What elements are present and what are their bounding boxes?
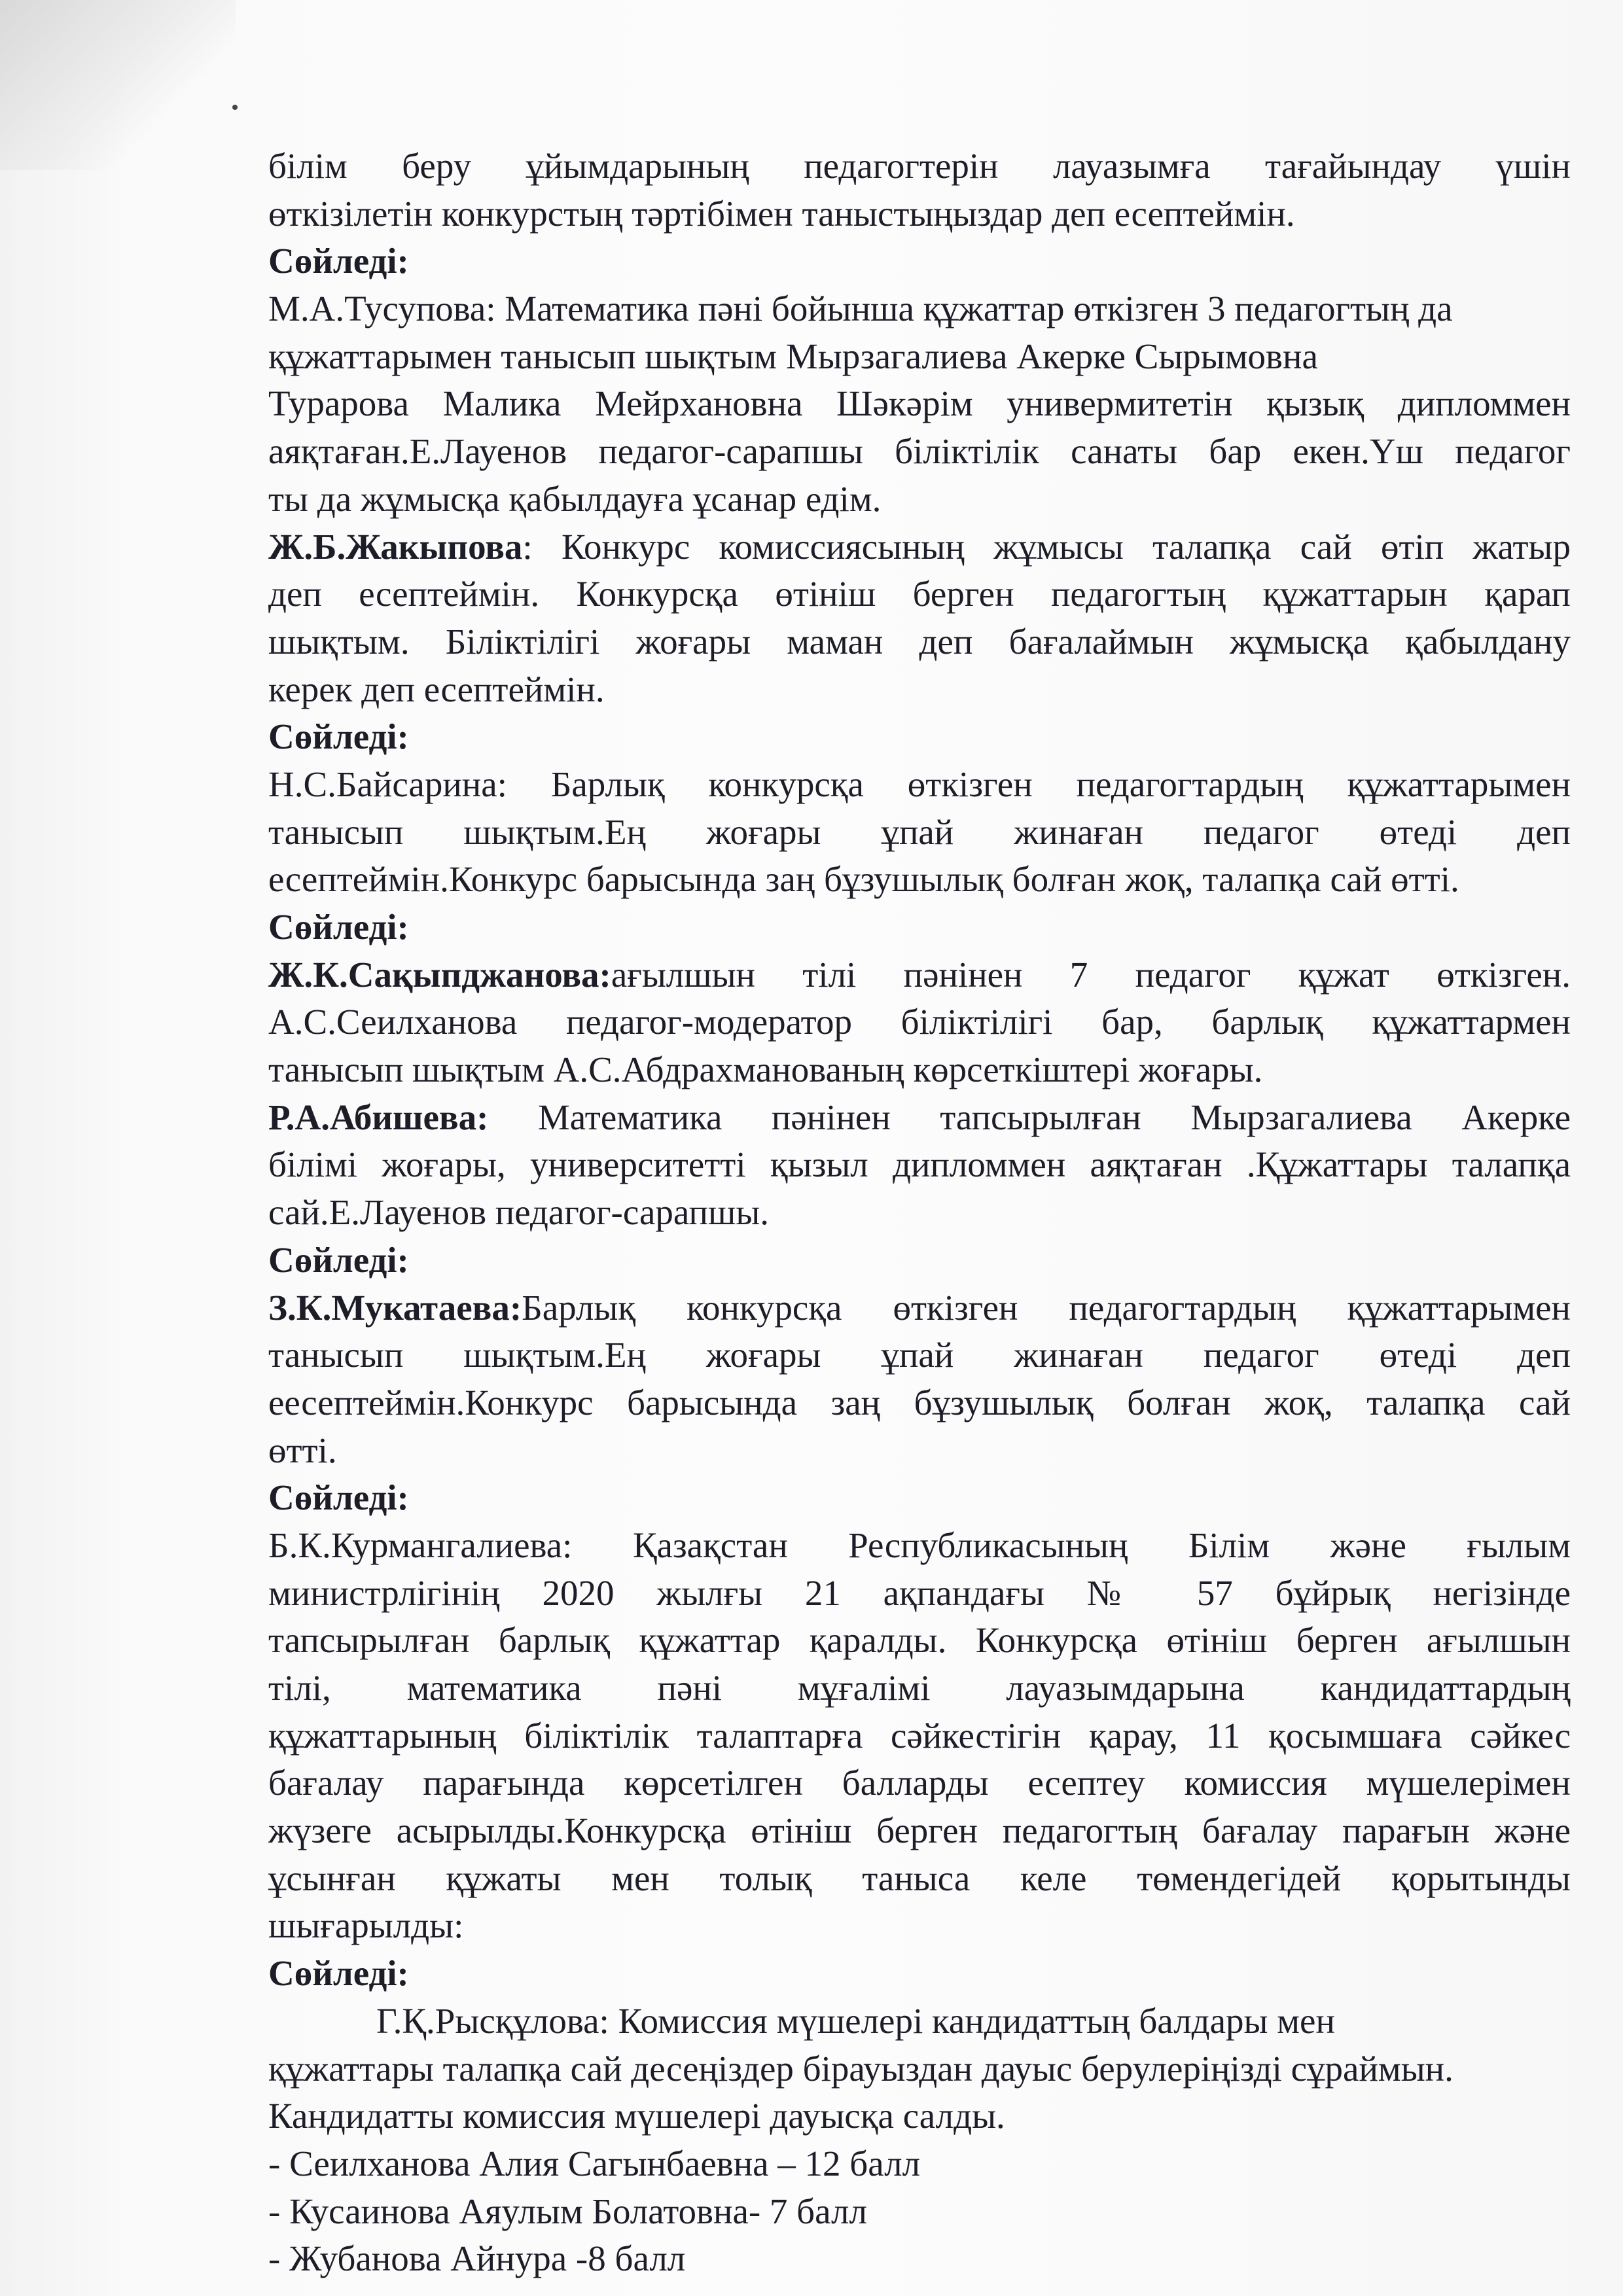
line-text: шықтым. Біліктілігі жоғары маман деп бағалаймын жұмысқа қабылдану — [268, 621, 1571, 662]
line-text: еесептеймін.Конкурс барысында заң бұзушылық болған жоқ, талапқа сай — [268, 1382, 1571, 1422]
text-line — [268, 856, 1571, 904]
line-text: Турарова Малика Мейрхановна Шәкәрім унивеpмитетін қызық дипломмен — [268, 383, 1571, 424]
line-text: - Кусаинова Аяулым Болатовна- 7 балл — [268, 2191, 867, 2231]
text-line — [268, 476, 1571, 523]
text-line — [268, 1189, 1571, 1237]
page-corner-shadow — [0, 0, 236, 170]
text-line — [268, 1427, 1571, 1475]
line-text: керек деп есептеймін. — [268, 669, 605, 709]
text-line — [268, 666, 1571, 714]
speaker-heading — [268, 1237, 1571, 1284]
text-line — [268, 1046, 1571, 1094]
text-line — [268, 285, 1571, 333]
line-text: М.А.Тусупова: Математика пәні бойынша құжаттар өткізген 3 педагогтың да — [268, 289, 1453, 329]
line-text: білімі жоғары, университетті қызыл дипломмен аяқтаған .Құжаттары талапқа — [268, 1144, 1571, 1185]
line-text: Математика пәнінен тапсырылған Мырзагалиева Акерке — [488, 1097, 1571, 1137]
line-text: есептеймін.Конкурс барысында заң бұзушылық болған жоқ, талапқа сай өтті. — [268, 859, 1459, 900]
speaker-heading — [268, 1950, 1571, 1998]
text-line — [268, 2235, 1571, 2283]
line-text: Сөйледі: — [268, 1953, 409, 1994]
speaker-name: Р.А.Абишева: — [268, 1097, 489, 1137]
text-line — [268, 380, 1571, 428]
text-line — [268, 1332, 1571, 1379]
line-text: шығарылды: — [268, 1905, 464, 1946]
text-line — [268, 1712, 1571, 1760]
text-line — [268, 2093, 1571, 2140]
document-body — [268, 143, 1571, 2283]
scan-speck — [232, 105, 238, 110]
line-text: А.С.Сеилханова педагог-модератор біліктілігі бар, барлық құжаттармен — [268, 1002, 1571, 1042]
line-text: Н.С.Байсарина: Барлық конкурсқа өткізген педагогтардың құжаттарымен — [268, 764, 1571, 804]
line-text: Барлық конкурсқа өткізген педагогтардың құжаттарымен — [522, 1287, 1571, 1328]
line-text: Сөйледі: — [268, 716, 409, 757]
text-line — [268, 1807, 1571, 1855]
line-text: бағалау парағында көрсетілген балларды есептеу комиссия мүшелерімен — [268, 1763, 1571, 1803]
speaker-heading — [268, 904, 1571, 951]
text-line — [268, 428, 1571, 476]
line-text: жүзеге асырылды.Конкурсқа өтініш берген педагогтың бағалау парағын және — [268, 1810, 1571, 1851]
text-line — [268, 1379, 1571, 1427]
text-line — [268, 1759, 1571, 1807]
line-text: Сөйледі: — [268, 241, 409, 281]
line-text: ты да жұмысқа қабылдауға ұсанар едім. — [268, 478, 882, 519]
line-text: Сөйледі: — [268, 1477, 409, 1518]
line-text: тапсырылған барлық құжаттар қаралды. Конкурсқа өтініш берген ағылшын — [268, 1620, 1571, 1661]
line-text: танысып шықтым А.С.Абдрахманованың көрсеткіштері жоғары. — [268, 1050, 1263, 1090]
text-line — [268, 998, 1571, 1046]
line-text: министрлігінің 2020 жылғы 21 ақпандағы № 57 бұйрық негізінде — [268, 1572, 1571, 1613]
text-line — [268, 571, 1571, 618]
text-line — [268, 1998, 1571, 2045]
text-line — [268, 333, 1571, 381]
line-text: құжаттары талапқа сай десеңіздер бірауыздан дауыс берулеріңізді сұраймын. — [268, 2048, 1454, 2089]
speaker-name: Ж.К.Сақыпджанова: — [268, 954, 611, 995]
text-line — [268, 1665, 1571, 1712]
text-line — [268, 1902, 1571, 1950]
line-text: - Сеилханова Алия Сагынбаевна – 12 балл — [268, 2143, 921, 2183]
speaker-name: З.К.Мукатаева: — [268, 1287, 522, 1328]
line-text: Сөйледі: — [268, 1239, 409, 1280]
text-line — [268, 1570, 1571, 1617]
text-line — [268, 951, 1571, 999]
text-line — [268, 761, 1571, 809]
text-line — [268, 2045, 1571, 2093]
line-text: білім беру ұйымдарының педагогтерін лауазымға тағайындау үшін — [268, 146, 1571, 186]
line-text: өткізілетін конкурстың тәртібімен таныстыңыздар деп есептеймін. — [268, 193, 1295, 234]
line-text: сай.Е.Лауенов педагог-сарапшы. — [268, 1192, 770, 1233]
line-text: ұсынған құжаты мен толық таныса келе төмендегідей қорытынды — [268, 1858, 1571, 1898]
line-text: Г.Қ.Рысқұлова: Комиссия мүшелері кандидаттың балдары мен — [376, 2000, 1335, 2041]
line-text: өтті. — [268, 1430, 337, 1470]
line-text: Сөйледі: — [268, 907, 409, 947]
text-line — [268, 809, 1571, 857]
text-line — [268, 143, 1571, 190]
text-line — [268, 618, 1571, 666]
text-line — [268, 1522, 1571, 1570]
line-text: құжаттарының біліктілік талаптарға сәйкестігін қарау, 11 қосымшаға сәйкес — [268, 1715, 1571, 1756]
line-text: тілі, математика пәні мұғалімі лауазымдарына кандидаттардың — [268, 1668, 1571, 1708]
line-text: аяқтаған.Е.Лауенов педагог-сарапшы біліктілік санаты бар екен.Үш педагог — [268, 431, 1571, 472]
text-line — [268, 1855, 1571, 1903]
text-line — [268, 2188, 1571, 2236]
text-line — [268, 1141, 1571, 1189]
text-line — [268, 523, 1571, 571]
text-line — [268, 190, 1571, 238]
speaker-heading — [268, 238, 1571, 285]
line-text: Кандидатты комиссия мүшелері дауысқа салды. — [268, 2096, 1005, 2136]
line-text: құжаттарымен танысып шықтым Мырзагалиева Акерке Сырымовна — [268, 336, 1318, 376]
line-text: ағылшын тілі пәнінен 7 педагог құжат өткізген. — [611, 954, 1571, 995]
line-text: деп есептеймін. Конкурсқа өтініш берген педагогтың құжаттарын қарап — [268, 574, 1571, 614]
text-line — [268, 1094, 1571, 1142]
line-text: Б.К.Курмангалиева: Қазақстан Республикасының Білім және ғылым — [268, 1525, 1571, 1565]
line-text: : Конкурс комиссиясының жұмысы талапқа сай өтіп жатыр — [522, 526, 1571, 567]
line-text: танысып шықтым.Ең жоғары ұпай жинаған педагог өтеді деп — [268, 811, 1571, 852]
text-line — [268, 2140, 1571, 2188]
speaker-name: Ж.Б.Жакыпова — [268, 526, 523, 567]
text-line — [268, 1284, 1571, 1332]
text-line — [268, 1617, 1571, 1665]
line-text: танысып шықтым.Ең жоғары ұпай жинаған педагог өтеді деп — [268, 1335, 1571, 1375]
speaker-heading — [268, 713, 1571, 761]
speaker-heading — [268, 1474, 1571, 1522]
line-text: - Жубанова Айнура -8 балл — [268, 2238, 686, 2279]
